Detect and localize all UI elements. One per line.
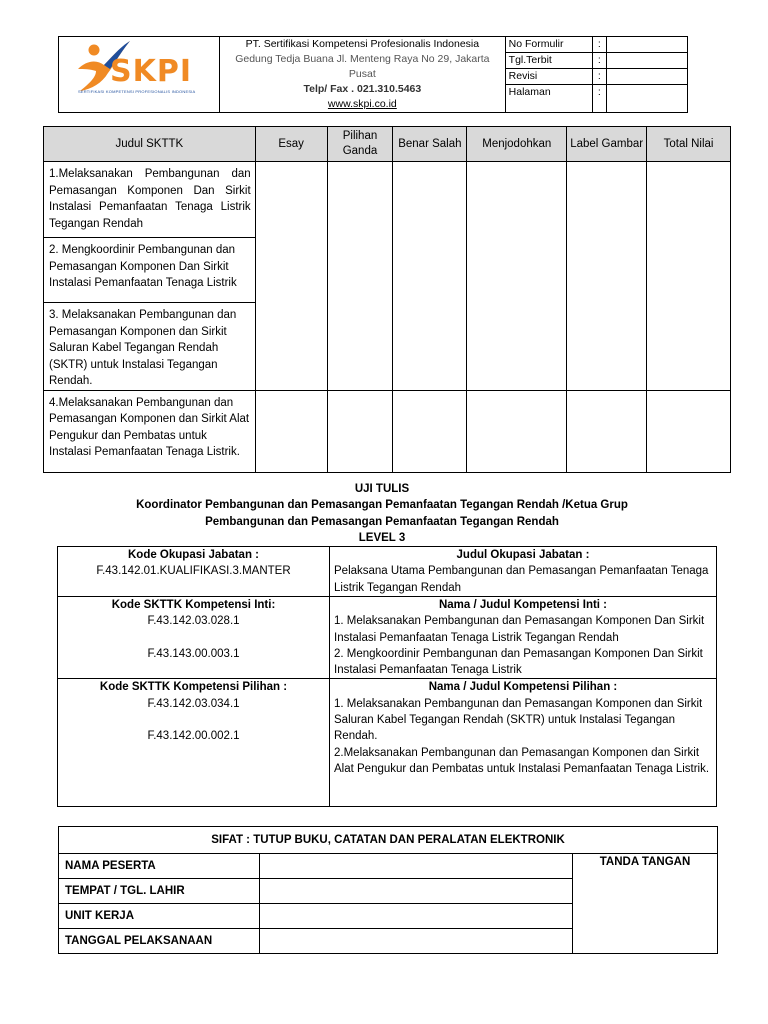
col-header-judul: Judul SKTTK (44, 127, 256, 162)
core-name-label: Nama / Judul Kompetensi Inti : (438, 599, 608, 611)
meta-label: No Formulir (505, 37, 592, 53)
score-cell-total-nilai[interactable] (647, 162, 731, 391)
score-table (43, 126, 731, 473)
occupation-title-label: Judul Okupasi Jabatan : (456, 549, 590, 561)
exam-title (60, 481, 704, 546)
exam-title-line2: Koordinator Pembangunan dan Pemasangan Pemanfaatan Tegangan Rendah /Ketua Grup (136, 499, 628, 512)
logo-cell (59, 37, 220, 113)
company-info (220, 37, 506, 113)
score-cell-esay[interactable] (255, 162, 327, 391)
table-row (44, 390, 731, 472)
occupation-table (57, 546, 717, 807)
meta-sep: : (592, 69, 606, 85)
occupation-code-cell (58, 547, 330, 597)
meta-value (606, 85, 687, 113)
core-code-1: F.43.142.03.028.1 (147, 615, 240, 628)
score-cell-label-gambar[interactable] (567, 390, 647, 472)
score-cell-pilihan-ganda[interactable] (327, 162, 393, 391)
col-header-pilihan-ganda: Pilihan Ganda (327, 127, 393, 162)
col-header-label-gambar: Label Gambar (567, 127, 647, 162)
elective-name-label: Nama / Judul Kompetensi Pilihan : (428, 681, 618, 694)
core-code-cell (58, 597, 330, 679)
company-name: PT. Sertifikasi Kompetensi Profesionalis Indonesia (245, 38, 480, 50)
core-code-2: F.43.143.00.003.1 (147, 647, 240, 660)
core-name-2: 2. Mengkoordinir Pembangunan dan Pemasangan Komponen Dan Sirkit Instalasi Pemanfaatan Tenaga Listrik (334, 647, 703, 677)
occupation-code-label: Kode Okupasi Jabatan : (127, 549, 259, 561)
work-unit-label: UNIT KERJA (59, 904, 260, 929)
meta-value (606, 53, 687, 69)
work-unit-field[interactable] (260, 904, 573, 929)
score-cell-menjodohkan[interactable] (467, 390, 567, 472)
meta-value (606, 37, 687, 53)
company-website[interactable]: www.skpi.co.id (327, 98, 397, 110)
score-cell-benar-salah[interactable] (393, 390, 467, 472)
meta-label: Halaman (505, 85, 592, 113)
company-phone: Telp/ Fax . 021.310.5463 (303, 83, 422, 95)
exam-level: LEVEL 3 (358, 531, 406, 544)
meta-label: Tgl.Terbit (505, 53, 592, 69)
sktt-title-cell: 2. Mengkoordinir Pembangunan dan Pemasangan Komponen Dan Sirkit Instalasi Pemanfaatan Tenaga Listrik (44, 238, 256, 303)
score-cell-esay[interactable] (255, 390, 327, 472)
sktt-title-cell: 4.Melaksanakan Pembangunan dan Pemasangan Komponen dan Sirkit Alat Pengukur dan Pembatas untuk Instalasi Pemanfaatan Tenaga Listrik. (44, 390, 256, 472)
core-name-1: 1. Melaksanakan Pembangunan dan Pemasangan Komponen Dan Sirkit Instalasi Pemanfaatan Tenaga Listrik Tegangan Rendah (334, 615, 705, 644)
participant-name-field[interactable] (260, 854, 573, 879)
col-header-esay: Esay (255, 127, 327, 162)
logo-subtitle: SERTIFIKASI KOMPETENSI PROFESIONALIS INDONESIA (78, 89, 196, 94)
elective-code-cell (58, 679, 330, 807)
meta-sep: : (592, 37, 606, 53)
sktt-title-cell: 1.Melaksanakan Pembangunan dan Pemasangan Komponen Dan Sirkit Instalasi Pemanfaatan Tenaga Listrik Tegangan Rendah (44, 162, 256, 238)
participant-name-label: NAMA PESERTA (59, 854, 260, 879)
col-header-menjodohkan: Menjodohkan (467, 127, 567, 162)
col-header-total-nilai: Total Nilai (647, 127, 731, 162)
occupation-title-value: Pelaksana Utama Pembangunan dan Pemasangan Pemanfaatan Tenaga Listrik Tegangan Rendah (334, 565, 709, 594)
signature-box[interactable] (573, 854, 718, 954)
elective-name-1: 1. Melaksanakan Pembangunan dan Pemasangan Komponen dan Sirkit Saluran Kabel Tegangan Rendah (SKTR) untuk Instalasi Tegangan Rendah. (334, 697, 703, 743)
score-cell-benar-salah[interactable] (393, 162, 467, 391)
occupation-code-value: F.43.142.01.KUALIFIKASI.3.MANTER (96, 565, 291, 578)
score-cell-total-nilai[interactable] (647, 390, 731, 472)
signature-label: TANDA TANGAN (599, 856, 691, 868)
col-header-benar-salah: Benar Salah (393, 127, 467, 162)
birth-place-date-field[interactable] (260, 879, 573, 904)
exam-date-label: TANGGAL PELAKSANAAN (59, 929, 260, 954)
exam-rules: SIFAT : TUTUP BUKU, CATATAN DAN PERALATAN ELEKTRONIK (59, 827, 718, 854)
logo-text: SKPI (110, 54, 193, 89)
sktt-title-cell: 3. Melaksanakan Pembangunan dan Pemasangan Komponen dan Sirkit Saluran Kabel Tegangan Rendah (SKTR) untuk Instalasi Tegangan Rendah. (44, 303, 256, 391)
table-row (44, 162, 731, 238)
core-name-cell (330, 597, 717, 679)
elective-name-cell (330, 679, 717, 807)
document-header (58, 36, 688, 113)
meta-sep: : (592, 53, 606, 69)
score-cell-label-gambar[interactable] (567, 162, 647, 391)
occupation-title-cell (330, 547, 717, 597)
exam-title-line3: Pembangunan dan Pemasangan Pemanfaatan Tegangan Rendah (205, 515, 559, 528)
meta-label: Revisi (505, 69, 592, 85)
participant-identity-table (58, 826, 718, 954)
exam-date-field[interactable] (260, 929, 573, 954)
score-cell-menjodohkan[interactable] (467, 162, 567, 391)
elective-name-2: 2.Melaksanakan Pembangunan dan Pemasangan Komponen dan Sirkit Alat Pengukur dan Pembatas untuk Instalasi Pemanfaatan Tenaga Listrik. (334, 746, 710, 775)
elective-code-label: Kode SKTTK Kompetensi Pilihan : (99, 681, 288, 694)
meta-sep: : (592, 85, 606, 113)
exam-title-line1: UJI TULIS (354, 483, 410, 495)
company-address: Gedung Tedja Buana Jl. Menteng Raya No 29, Jakarta Pusat (235, 53, 490, 80)
meta-value (606, 69, 687, 85)
elective-code-2: F.43.142.00.002.1 (147, 730, 240, 743)
score-cell-pilihan-ganda[interactable] (327, 390, 393, 472)
skpi-logo (62, 37, 214, 108)
core-code-label: Kode SKTTK Kompetensi Inti: (111, 599, 276, 611)
birth-place-date-label: TEMPAT / TGL. LAHIR (59, 879, 260, 904)
elective-code-1: F.43.142.03.034.1 (147, 697, 240, 710)
